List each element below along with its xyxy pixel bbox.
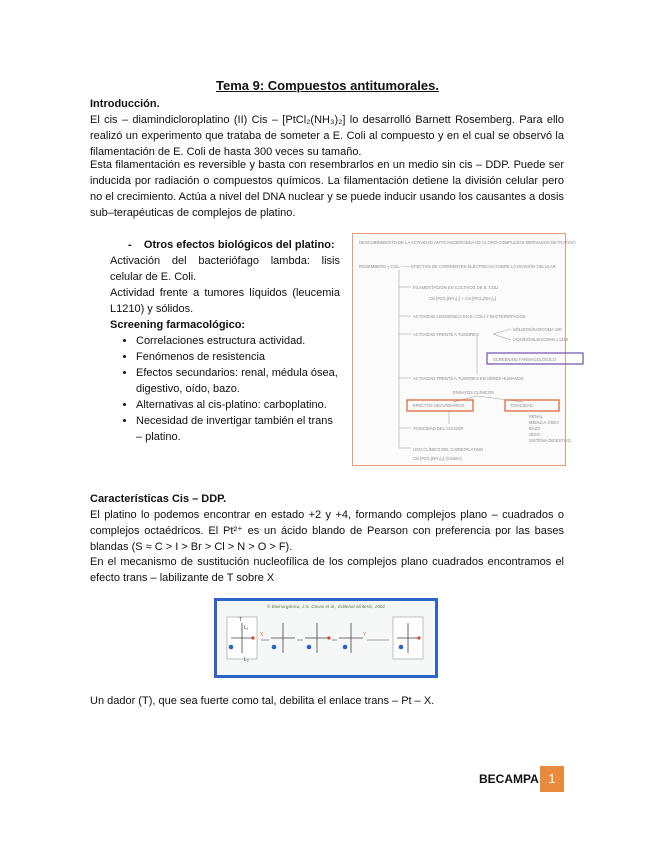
page-title: Tema 9: Compuestos antitumorales.: [216, 78, 439, 93]
figure-caption: © Bioinorgánica, J.S. Casas et al., Editorial Síntesis, 2002: [266, 604, 386, 609]
trans-effect-mechanism-figure: [214, 598, 438, 678]
flowchart-list-item: SISTEMA DIGESTIVO: [529, 438, 572, 443]
flowchart-line-1: ROSEMBERG y COL. —— EFECTOS DE CORRIENTES ELÉCTRICAS SOBRE LA DIVISIÓN CELULAR: [359, 264, 556, 269]
flowchart-box-3-label: TOXICIDAD: [510, 403, 533, 408]
flowchart-drawing: [353, 234, 576, 465]
discovery-flowchart-figure: [352, 233, 576, 466]
closing-paragraph: Un dador (T), que sea fuerte como tal, debilita el enlace trans – Pt – X.: [90, 695, 435, 707]
flowchart-line-8: TOXICIDAD DEL CIS-DDP: [413, 426, 464, 431]
effects-paragraph-2: Actividad frente a tumores líquidos (leucemia L1210) y sólidos.: [110, 287, 340, 315]
flowchart-list-item: RENAL: [529, 414, 543, 419]
entering-group-label: Y: [363, 632, 367, 638]
flowchart-box-1-label: SCREENING FARMACOLÓGICO: [493, 357, 557, 362]
characteristics-paragraph-1: El platino lo podemos encontrar en estado +2 y +4, formando complejos plano – cuadrados o complejos octaédricos. El Pt²⁺ es un ácido blando de Pearson con preferencia por las bases blandas (S ≈ C > I > Br > Cl > N > O > F).: [90, 509, 564, 553]
trans-ligand-label: T: [239, 617, 243, 623]
characteristics-heading: Características Cis – DDP.: [90, 493, 227, 505]
list-item: • Fenómenos de resistencia: [136, 349, 340, 365]
effects-section: [110, 237, 340, 445]
flowchart-list-item: MÉDULA ÓSEA: [529, 420, 560, 425]
flowchart-line-5: ACTIVIDAD FRENTE A TUMORES: [413, 332, 479, 337]
characteristics-paragraph-2: En el mecanismo de sustitución nucleofílica de los complejos plano cuadrados encontramos el efecto trans – labilizante de T sobre X: [90, 556, 564, 584]
mechanism-drawing: [217, 609, 435, 669]
flowchart-list-item: OÍDO: [529, 432, 540, 437]
flowchart-line-4: ACTIVIDAD LISOGÉNICA EN E. COLI Y BACTERIÓFAGOS: [413, 314, 526, 319]
list-item: • Efectos secundarios: renal, médula ósea, digestivo, oído, bazo.: [136, 365, 340, 397]
ligand-1-label: L₁: [244, 625, 249, 631]
flowchart-side-2: LÍQUIDOS/LEUCEMIA L1210: [513, 337, 569, 342]
screening-list: [110, 333, 340, 445]
screening-heading: Screening farmacológico:: [110, 319, 246, 331]
flowchart-line-2: FILAMENTACIÓN EN CULTIVOS DE E. COLI: [413, 285, 499, 290]
effects-heading: - Otros efectos biológicos del platino:: [128, 239, 335, 251]
list-item: • Necesidad de invertigar también el trans – platino.: [136, 413, 340, 445]
footer-author: BECAMPA: [479, 772, 539, 786]
flowchart-line-7: ENSAYOS CLÍNICOS: [453, 390, 494, 395]
leaving-group-label: X: [260, 632, 264, 638]
flowchart-line-9: USO CLÍNICO DEL CARBOPLATINO: [413, 447, 484, 452]
flowchart-list-item: BAZO: [529, 426, 541, 431]
list-item: • Alternativas al cis-platino: carboplatino.: [136, 397, 340, 413]
list-item: • Correlaciones estructura actividad.: [136, 333, 340, 349]
page-number: 1: [540, 766, 564, 792]
intro-heading: Introducción.: [90, 98, 160, 110]
flowchart-line-3: Cis [PtCl₂(NH₃)₂] + Cis [PtCl₄(NH₃)₂]: [429, 296, 497, 301]
intro-paragraph-1: El cis – diamindicloroplatino (II) Cis – [PtCl₂(NH₃)₂] lo desarrolló Barnett Rosemberg. Para ello realizó un experimento que trataba de someter a E. Coli al compuesto y en el cual se observó la filamentación de E. Coli de hasta 300 veces su tamaño.: [90, 114, 564, 158]
flowchart-side-1: SÓLIDOS/SARCOMA 180: [513, 327, 562, 332]
ligand-2-label: L₂: [244, 657, 249, 663]
flowchart-box-2-label: EFECTOS SECUNDARIOS: [413, 403, 465, 408]
intro-paragraph-2: Esta filamentación es reversible y basta con resembrarlos en un medio sin cis – DDP. Puede ser inducida por radiación o compuestos químicos. La filamentación detiene la división celular pero no el crecimiento. Actúa a nivel del DNA nuclear y se puede inducir usando los causantes a dosis sub–terapéuticas de complejos de platino.: [90, 159, 564, 219]
effects-paragraph-1: Activación del bacteriófago lambda: lisis celular de E. Coli.: [110, 255, 340, 283]
flowchart-line-10: Cis [PtCl₂(NH₃)₂] (SIGMA): [413, 456, 462, 461]
flowchart-line-6: ACTIVIDAD FRENTE A TUMORES EN SERES HUMANOS: [413, 376, 524, 381]
flowchart-header: DESCUBRIMIENTO DE LA ACTIVIDAD ANTICANCERÍGENA DE CLORO-COMPLEJOS DERIVADOS DE PLATINO: [359, 240, 576, 245]
